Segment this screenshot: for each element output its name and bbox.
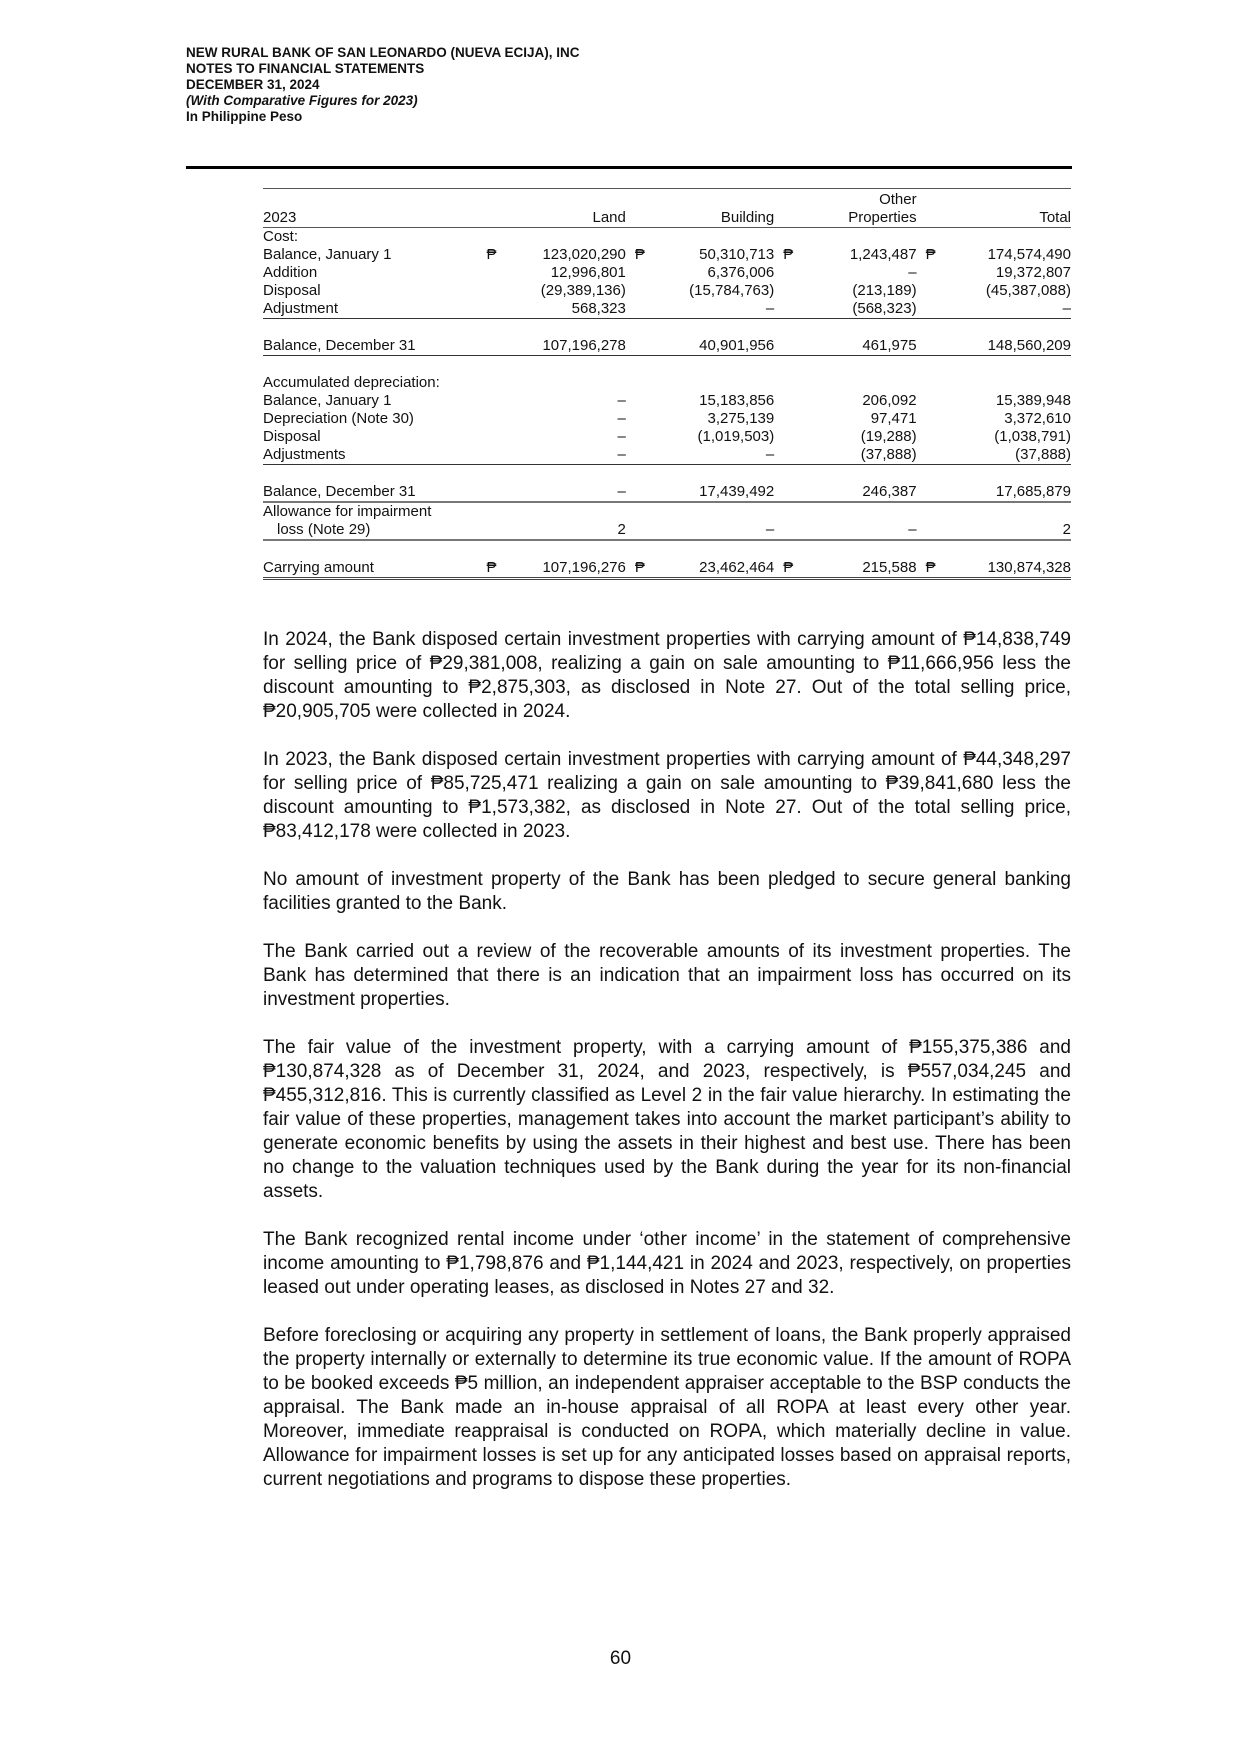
notes-body [263, 628, 1071, 1516]
peso-sign: ₱ [925, 246, 936, 263]
peso-sign: ₱ [626, 559, 654, 579]
table-row: Addition 12,996,801 6,376,006 – 19,372,807 [263, 264, 1071, 281]
peso-sign: ₱ [774, 559, 802, 579]
document-title: NOTES TO FINANCIAL STATEMENTS [186, 61, 425, 76]
col-header-other-line2: Properties [802, 209, 916, 228]
document-header [186, 45, 580, 125]
table-row: Adjustment 568,323 – (568,323) – [263, 300, 1071, 317]
paragraph-pledge: No amount of investment property of the Bank has been pledged to secure general banking facilities granted to the Bank. [263, 869, 1071, 914]
paragraph-rental-income: The Bank recognized rental income under ‘other income’ in the statement of comprehensive income amounting to ₱1,798,876 and ₱1,144,421 in 2024 and 2023, respectively, on properties leased out under operating leases, as disclosed in Notes 27 and 32. [263, 1229, 1071, 1298]
company-name: NEW RURAL BANK OF SAN LEONARDO (NUEVA ECIJA), INC [186, 45, 580, 60]
table-row: Depreciation (Note 30) – 3,275,139 97,471 3,372,610 [263, 410, 1071, 427]
table-row: Adjustments – – (37,888) (37,888) [263, 446, 1071, 463]
accum-balance-row: Balance, December 31 – 17,439,492 246,387 17,685,879 [263, 483, 1071, 500]
section-label-accumulated-depreciation: Accumulated depreciation: [263, 374, 440, 391]
paragraph-2023-disposal: In 2023, the Bank disposed certain investment properties with carrying amount of ₱44,348,297 for selling price of ₱85,725,471 realizing a gain on sale amounting to ₱39,841,680 less the discount amounting to ₱1,573,382, as disclosed in Note 27. Out of the total selling price, ₱83,412,178 were collected in 2023. [263, 749, 1071, 842]
col-header-total: Total [945, 209, 1071, 228]
peso-sign: ₱ [917, 559, 945, 579]
peso-sign: ₱ [634, 246, 645, 263]
cost-balance-row: Balance, December 31 107,196,278 40,901,956 461,975 148,560,209 [263, 337, 1071, 354]
col-header-land: Land [506, 209, 626, 228]
table-row: Balance, January 1 – 15,183,856 206,092 15,389,948 [263, 392, 1071, 409]
section-label-cost: Cost: [263, 228, 299, 245]
paragraph-appraisal-policy: Before foreclosing or acquiring any property in settlement of loans, the Bank properly appraised the property internally or externally to determine its true economic value. If the amount of ROPA to be booked exceeds ₱5 million, an independent appraiser acceptable to the BSP conducts the appraisal. The Bank made an in-house appraisal of all ROPA at least every other year. Moreover, immediate reappraisal is conducted on ROPA, which materially decline in value. Allowance for impairment losses is set up for any anticipated losses based on appraisal reports, current negotiations and programs to dispose these properties. [263, 1325, 1071, 1490]
header-divider [186, 166, 1072, 169]
year-label: 2023 [263, 209, 478, 228]
table-row: Disposal (29,389,136) (15,784,763) (213,189) (45,387,088) [263, 282, 1071, 299]
currency-note: In Philippine Peso [186, 109, 303, 124]
peso-sign: ₱ [478, 559, 506, 579]
carrying-amount-row: Carrying amount ₱ 107,196,276 ₱ 23,462,464 ₱ 215,588 ₱ 130,874,328 [263, 559, 1071, 579]
peso-sign: ₱ [486, 246, 497, 263]
table-row: Balance, January 1 ₱ 123,020,290 ₱ 50,310,713 ₱ 1,243,487 ₱ 174,574,490 [263, 246, 1071, 263]
col-header-building: Building [654, 209, 774, 228]
table-row: Disposal – (1,019,503) (19,288) (1,038,791) [263, 428, 1071, 445]
col-header-other-line1: Other [879, 191, 917, 208]
paragraph-fair-value: The fair value of the investment property, with a carrying amount of ₱155,375,386 and ₱130,874,328 as of December 31, 2024, and 2023, respectively, is ₱557,034,245 and ₱455,312,816. This is currently classified as Level 2 in the fair value hierarchy. In estimating the fair value of these properties, management takes into account the market participant’s ability to generate economic benefits by using the assets in their highest and best use. There has been no change to the valuation techniques used by the Bank during the year for its non-financial assets. [263, 1037, 1071, 1202]
investment-property-schedule-2023 [263, 188, 1071, 580]
page-number: 60 [609, 1648, 632, 1669]
paragraph-2024-disposal: In 2024, the Bank disposed certain investment properties with carrying amount of ₱14,838,749 for selling price of ₱29,381,008, realizing a gain on sale amounting to ₱11,666,956 less the discount amounting to ₱2,875,303, as disclosed in Note 27. Out of the total selling price, ₱20,905,705 were collected in 2024. [263, 629, 1071, 722]
allowance-label-line1: Allowance for impairment [263, 503, 432, 520]
statement-date: DECEMBER 31, 2024 [186, 77, 320, 92]
paragraph-impairment-review: The Bank carried out a review of the recoverable amounts of its investment properties. The Bank has determined that there is an indication that an impairment loss has occurred on its investment properties. [263, 941, 1071, 1010]
peso-sign: ₱ [783, 246, 794, 263]
comparative-note: (With Comparative Figures for 2023) [186, 93, 418, 108]
allowance-row: loss (Note 29) 2 – – 2 [263, 521, 1071, 540]
